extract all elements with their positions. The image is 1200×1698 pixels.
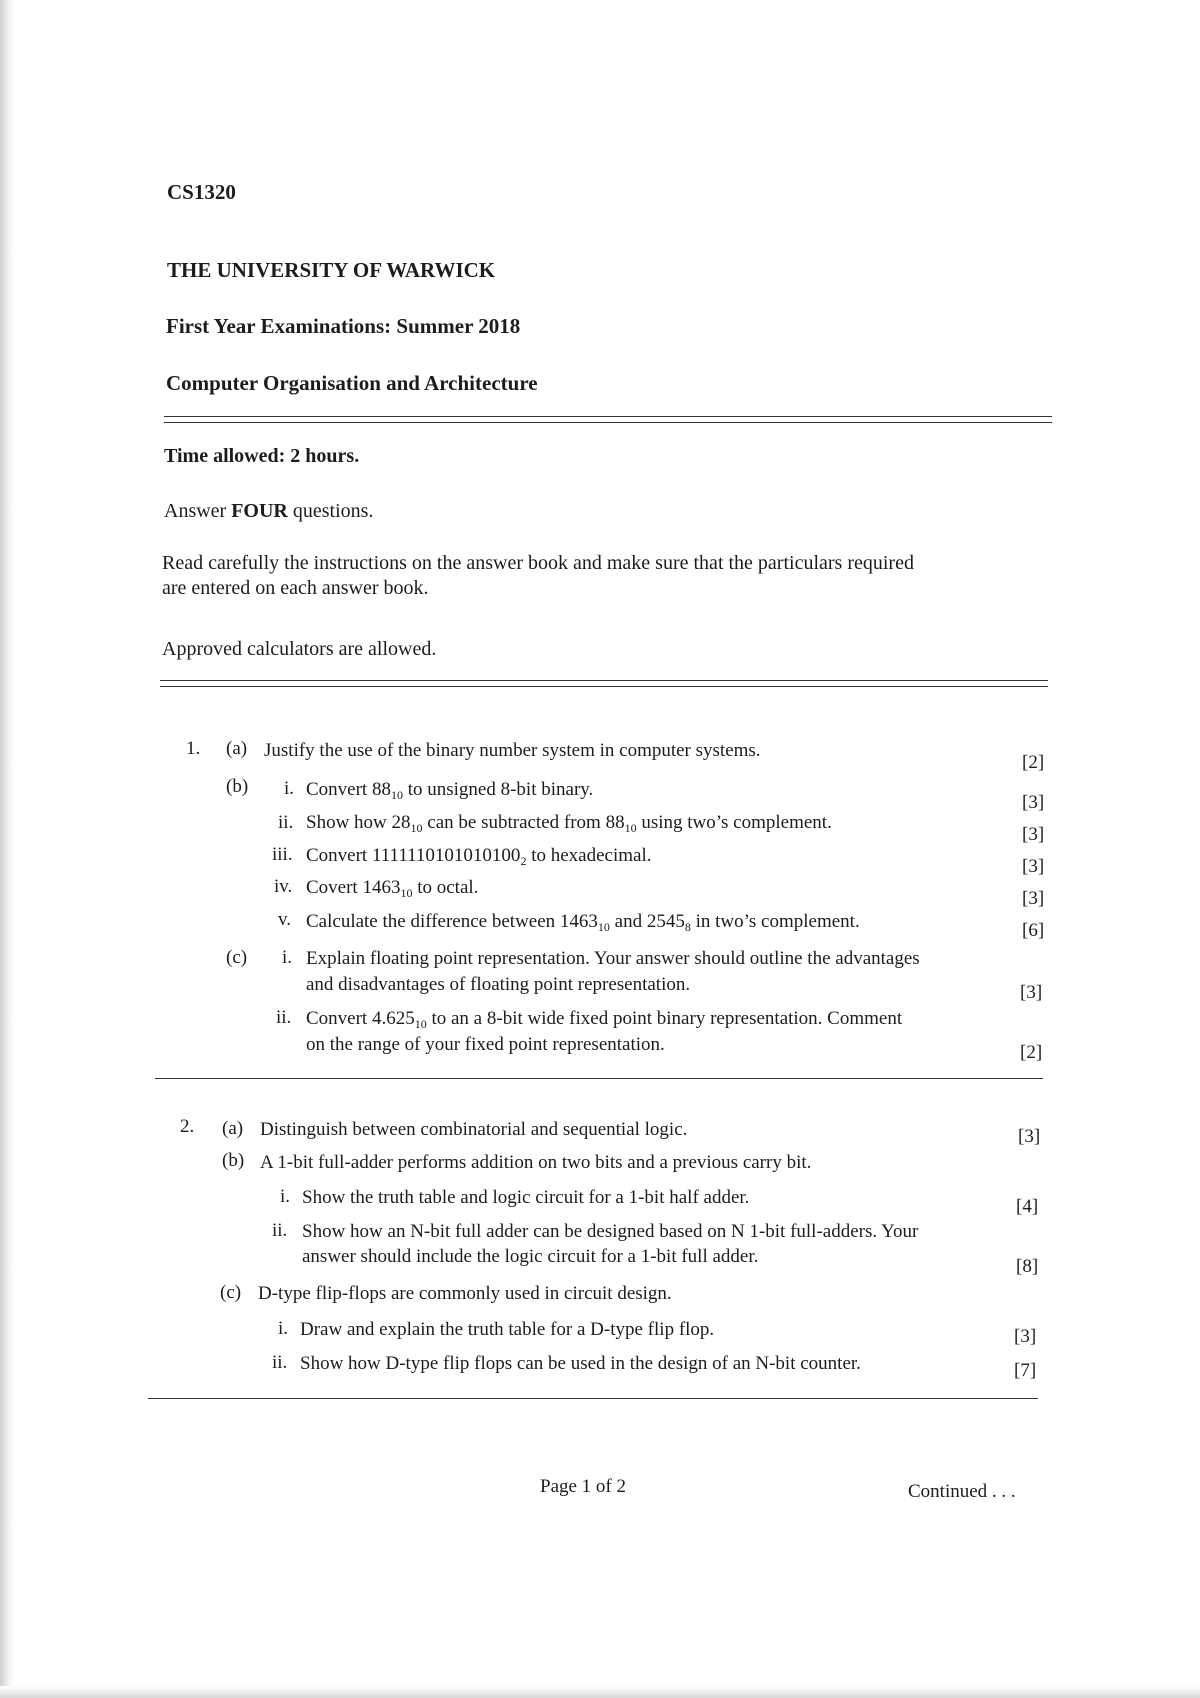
part-b-iii-marks: [3]	[1022, 856, 1045, 877]
part-c-ii-line1: Convert $4.625_{10}$ to an a 8-bit wide fixed point binary representation. Comment	[306, 1008, 903, 1031]
part-c-i-label: i.	[282, 947, 293, 968]
part-c-ii-marks: [7]	[1014, 1360, 1037, 1381]
part-a-marks: [3]	[1018, 1126, 1041, 1147]
page-number: Page 1 of 2	[540, 1476, 627, 1497]
part-b-iv-label: iv.	[274, 876, 293, 897]
part-b-text: A 1-bit full-adder performs addition on two bits and a previous carry bit.	[260, 1152, 812, 1173]
header-divider	[164, 416, 1052, 417]
part-b-label: (b)	[226, 776, 249, 797]
part-b-iv-text: Covert $1463_{10}$ to octal.	[306, 877, 479, 900]
part-c-i-marks: [3]	[1014, 1326, 1037, 1347]
scan-shadow-bottom	[0, 1686, 1200, 1698]
part-b-v-text: Calculate the difference between $1463_{10}$ and $2545_8$ in two’s complement.	[306, 911, 860, 934]
part-c-ii-label: ii.	[276, 1007, 292, 1028]
part-b-ii-text: Show how $28_{10}$ can be subtracted from $88_{10}$ using two’s complement.	[306, 812, 832, 835]
exam-session: First Year Examinations: Summer 2018	[166, 314, 521, 338]
part-a-label: (a)	[222, 1118, 244, 1139]
part-c-i-line1: Explain floating point representation. Your answer should outline the advantages	[306, 948, 920, 969]
part-c-ii-marks: [2]	[1020, 1042, 1043, 1063]
header-divider-second	[164, 422, 1052, 423]
calculator-note: Approved calculators are allowed.	[162, 638, 437, 660]
part-b-i-marks: [4]	[1016, 1196, 1039, 1217]
answer-instruction: Answer FOUR questions.	[164, 500, 374, 522]
part-b-iii-text: Convert $1111110101010100_2$ to hexadecimal.	[306, 845, 652, 868]
part-c-text: D-type flip-flops are commonly used in circuit design.	[258, 1283, 672, 1304]
read-instruction-line1: Read carefully the instructions on the answer book and make sure that the particulars required	[162, 552, 914, 574]
part-a-text: Justify the use of the binary number system in computer systems.	[264, 740, 761, 761]
read-instruction-line2: are entered on each answer book.	[162, 577, 429, 599]
part-c-i-line2: and disadvantages of floating point representation.	[306, 974, 691, 995]
part-c-i-label: i.	[278, 1318, 289, 1339]
answer-count: FOUR	[231, 500, 288, 522]
part-a-text: Distinguish between combinatorial and sequential logic.	[260, 1119, 688, 1140]
time-allowed: Time allowed: 2 hours.	[164, 445, 360, 467]
university-name: THE UNIVERSITY OF WARWICK	[167, 258, 496, 282]
part-b-i-marks: [3]	[1022, 792, 1045, 813]
question-number: 2.	[180, 1116, 195, 1137]
module-code: CS1320	[167, 180, 236, 204]
part-a-label: (a)	[226, 738, 248, 759]
part-b-i-text: Show the truth table and logic circuit for a 1-bit half adder.	[302, 1187, 750, 1208]
part-c-label: (c)	[220, 1282, 242, 1303]
part-b-i-label: i.	[280, 1186, 291, 1207]
continued-note: Continued . . .	[908, 1481, 1016, 1502]
module-title: Computer Organisation and Architecture	[166, 371, 538, 395]
part-c-ii-text: Show how D-type flip flops can be used in the design of an N-bit counter.	[300, 1353, 861, 1374]
part-b-v-marks: [6]	[1022, 920, 1045, 941]
part-c-ii-line2: on the range of your fixed point representation.	[306, 1034, 665, 1055]
part-b-ii-line2: answer should include the logic circuit for a 1-bit full adder.	[302, 1246, 759, 1267]
part-b-ii-marks: [3]	[1022, 824, 1045, 845]
part-b-i-text: Convert $88_{10}$ to unsigned 8-bit binary.	[306, 779, 594, 802]
question-number: 1.	[186, 738, 201, 759]
part-b-i-label: i.	[284, 778, 295, 799]
part-b-label: (b)	[222, 1150, 245, 1171]
part-b-ii-label: ii.	[278, 812, 294, 833]
part-b-ii-line1: Show how an N-bit full adder can be designed based on N 1-bit full-adders. Your	[302, 1221, 919, 1242]
instructions-divider-second	[160, 686, 1048, 687]
part-c-i-text: Draw and explain the truth table for a D-type flip flop.	[300, 1319, 715, 1340]
scan-shadow-left	[0, 0, 14, 1698]
question-2-divider	[148, 1398, 1038, 1399]
part-b-v-label: v.	[278, 909, 292, 930]
instructions-divider	[160, 680, 1048, 681]
part-c-i-marks: [3]	[1020, 982, 1043, 1003]
part-a-marks: [2]	[1022, 752, 1045, 773]
part-c-label: (c)	[226, 947, 248, 968]
part-b-ii-marks: [8]	[1016, 1256, 1039, 1277]
part-b-iii-label: iii.	[272, 844, 293, 865]
question-1-divider	[155, 1078, 1043, 1079]
part-c-ii-label: ii.	[272, 1352, 288, 1373]
part-b-ii-label: ii.	[272, 1220, 288, 1241]
part-b-iv-marks: [3]	[1022, 888, 1045, 909]
